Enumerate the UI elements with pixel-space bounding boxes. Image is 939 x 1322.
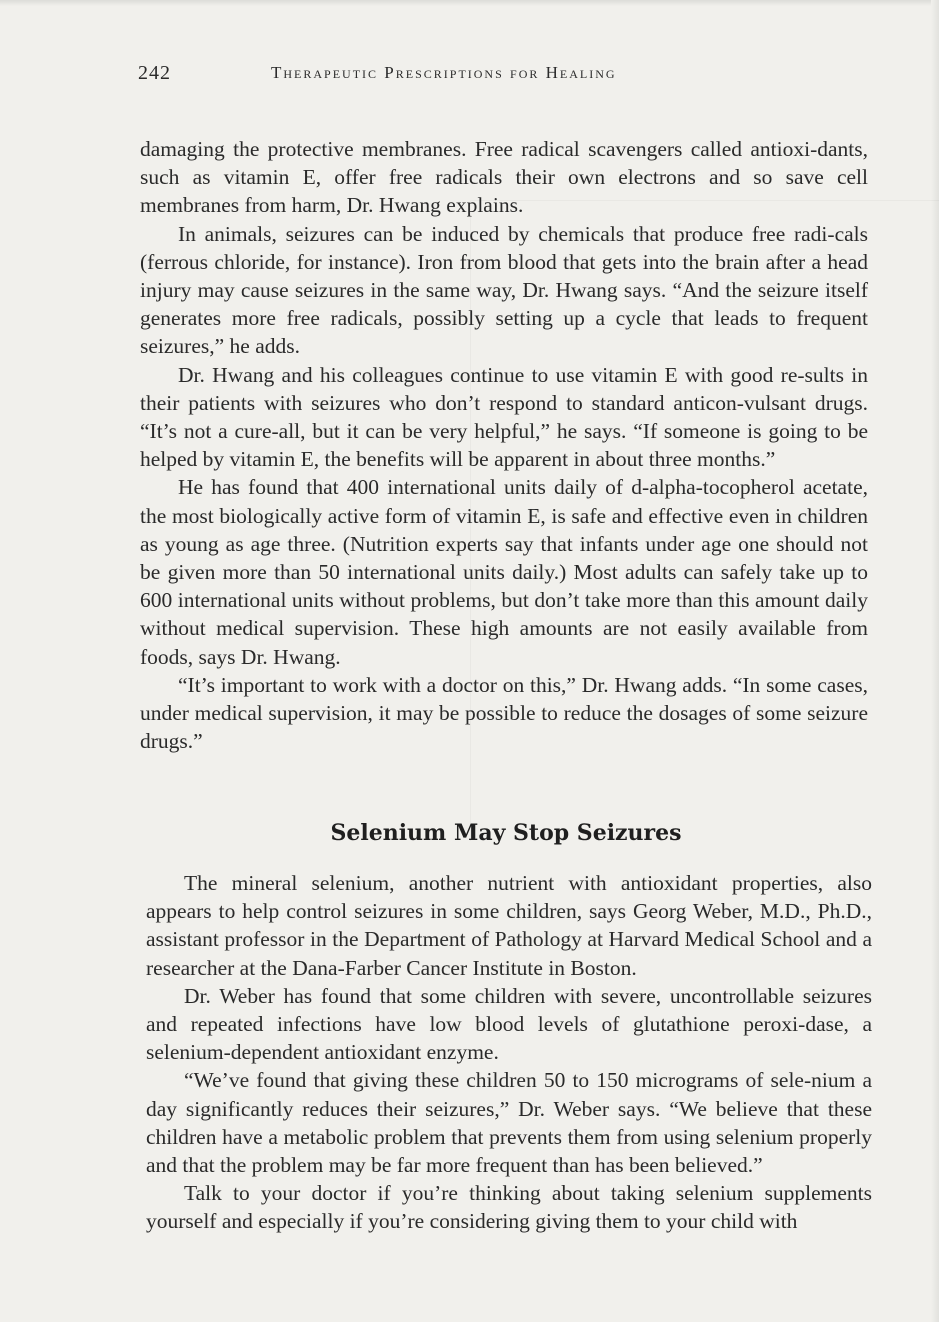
paragraph: The mineral selenium, another nutrient with antioxidant properties, also appears to help control seizures in some children, says Georg Weber, M.D., Ph.D., assistant professor in the Department of Pathology at Harvard Medical School and a researcher at the Dana-Farber Cancer Institute in Boston. xyxy=(146,871,872,980)
scan-edge-right xyxy=(931,0,939,1322)
paragraph: Talk to your doctor if you’re thinking about taking selenium supplements yourself and especially if you’re considering giving them to your child with xyxy=(146,1181,872,1234)
book-title: Therapeutic Prescriptions for Healing xyxy=(271,63,617,82)
paragraph: “It’s important to work with a doctor on this,” Dr. Hwang adds. “In some cases, under medical supervision, it may be possible to reduce the dosages of some seizure drugs.” xyxy=(140,672,868,754)
section-heading: Selenium May Stop Seizures xyxy=(330,820,682,846)
paragraph: In animals, seizures can be induced by chemicals that produce free radi-cals (ferrous chloride, for instance). Iron from blood that gets into the brain after a head injury may cause seizures in the same way, Dr. Hwang says. “And the seizure itself generates more free radicals, possibly setting up a cycle that leads to frequent seizures,” he adds. xyxy=(140,221,868,359)
body-text xyxy=(140,135,868,755)
section-body-text xyxy=(146,869,872,1236)
paragraph: Dr. Hwang and his colleagues continue to use vitamin E with good re-sults in their patients with seizures who don’t respond to standard anticon-vulsant drugs. “It’s not a cure-all, but it can be very helpful,” he says. “If someone is going to be helped by vitamin E, the benefits will be apparent in about three months.” xyxy=(140,362,868,472)
paragraph: He has found that 400 international units daily of d-alpha-tocopherol acetate, the most biologically active form of vitamin E, is safe and effective even in children as young as age three. (Nutrition experts say that infants under age one should not be given more than 50 international units daily.) Most adults can safely take up to 600 international units without problems, but don’t take more than this amount daily without medical supervision. These high amounts are not easily available from foods, says Dr. Hwang. xyxy=(140,475,868,669)
page-number: 242 xyxy=(138,62,171,84)
running-head xyxy=(138,62,858,92)
scan-edge-top xyxy=(0,0,939,6)
paragraph: damaging the protective membranes. Free radical scavengers called antioxi-dants, such as vitamin E, offer free radicals their own electrons and so save cell membranes from harm, Dr. Hwang explains. xyxy=(140,137,868,218)
paragraph: Dr. Weber has found that some children with severe, uncontrollable seizures and repeated infections have low blood levels of glutathione peroxi-dase, a selenium-dependent antioxidant enzyme. xyxy=(146,983,872,1065)
paragraph: “We’ve found that giving these children 50 to 150 micrograms of sele-nium a day significantly reduces their seizures,” Dr. Weber says. “We believe that these children have a metabolic problem that prevents them from using selenium properly and that the problem may be far more frequent than has been believed.” xyxy=(146,1068,872,1178)
